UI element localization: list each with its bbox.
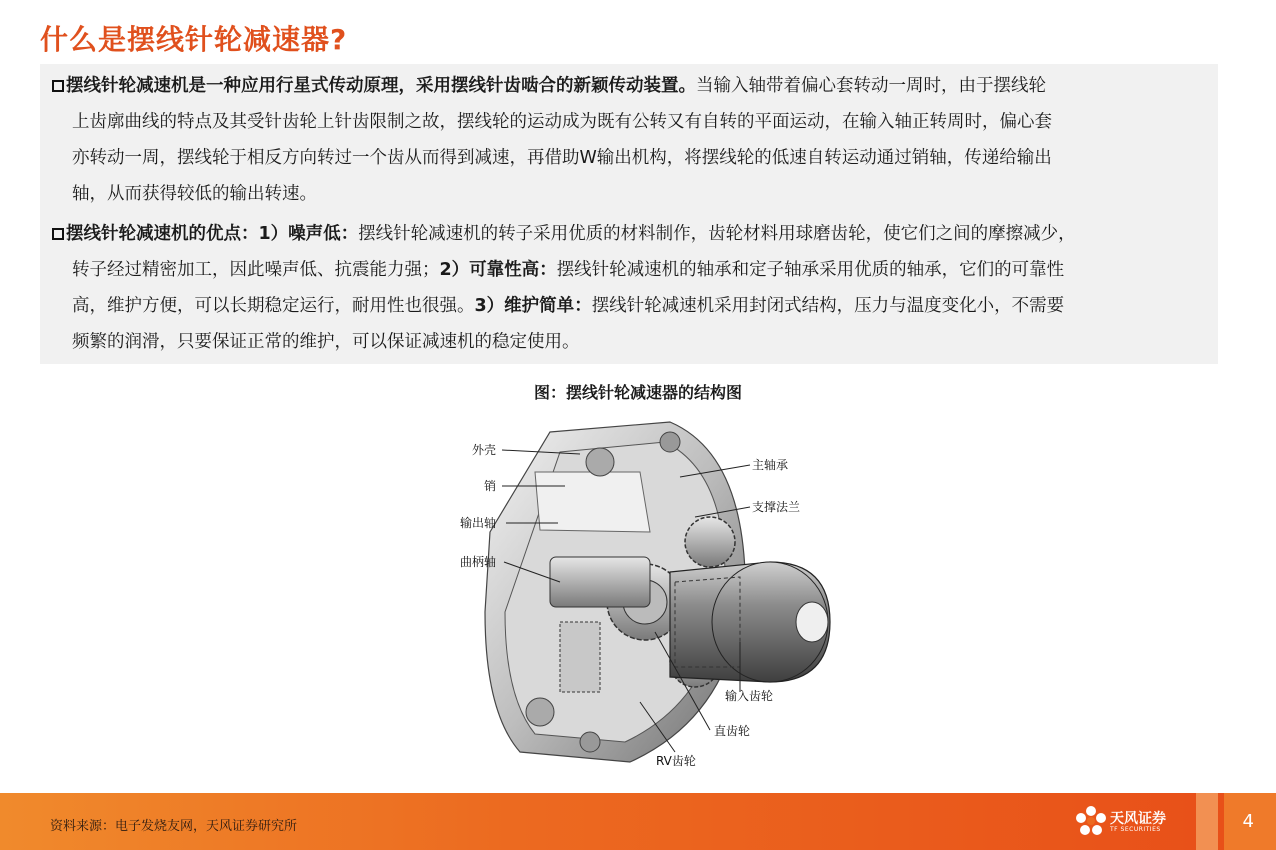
intro-paragraph: [52, 68, 1210, 212]
label-pin: 销: [484, 479, 497, 493]
label-spur-gear: 直齿轮: [714, 724, 751, 738]
advantage-3-text: 摆线针轮减速机采用封闭式结构，压力与温度变化小，不需要: [591, 296, 1065, 316]
flower-logo-icon: [1076, 805, 1106, 839]
square-bullet-icon: [52, 228, 64, 240]
reducer-diagram: [440, 412, 840, 772]
intro-line-1: 当输入轴带着偏心套转动一周时，由于摆线轮: [696, 76, 1046, 96]
label-main-bearing: 主轴承: [752, 458, 789, 472]
footer-bar: [0, 793, 1276, 850]
label-rv-gear: RV齿轮: [656, 754, 696, 768]
input-shaft-shape: [670, 562, 830, 682]
reducer-structure-figure: [440, 412, 840, 772]
logo-text: 天风证券: [1110, 811, 1166, 827]
logo-subtext: TF SECURITIES: [1110, 826, 1161, 833]
advantages-line-3: 高，维护方便，可以长期稳定运行，耐用性也很强。: [72, 296, 475, 316]
label-input-gear: 输入齿轮: [725, 689, 774, 703]
advantages-paragraph: 摆线针轮减速机的优点：1）噪声低：摆线针轮减速机的转子采用优质的材料制作，齿轮材料用球磨齿轮，使它们之间的摩擦减少， 转子经过精密加工，因此噪声低、抗震能力强；2）可靠性高：摆线针轮减速机的轴承和定子轴承采用优质的轴承，它们的可靠性 高，维护方便，可以长期稳定运行，耐用性也很强。3）维护简单：摆线针轮减速机采用封闭式结构，压力与温度变化小，不需要 频繁的润滑，只要保证正常的维护，可以保证减速机的稳定使用。: [52, 216, 1210, 360]
company-logo: [1076, 805, 1176, 839]
intro-lead: 摆线针轮减速机是一种应用行星式传动原理，采用摆线针齿啮合的新颖传动装置。: [66, 76, 696, 96]
advantage-3-label: 3）维护简单: [474, 296, 575, 316]
intro-line-2: 上齿廓曲线的特点及其受针齿轮上针齿限制之故，摆线轮的运动成为既有公转又有自转的平面运动，在输入轴正转周时，偏心套: [72, 112, 1052, 132]
label-support-flange: 支撑法兰: [752, 500, 801, 514]
advantage-1-label: 1）噪声低: [258, 224, 341, 244]
page-title: 什么是摆线针轮减速器?: [40, 23, 348, 56]
advantages-lead: 摆线针轮减速机的优点：: [66, 224, 259, 244]
advantage-1-text: 摆线针轮减速机的转子采用优质的材料制作，齿轮材料用球磨齿轮，使它们之间的摩擦减少，: [358, 224, 1076, 244]
figure-caption: 图：摆线针轮减速器的结构图: [533, 383, 742, 402]
page-number: 4: [1242, 811, 1254, 832]
square-bullet-icon: [52, 80, 64, 92]
advantages-line-2: 转子经过精密加工，因此噪声低、抗震能力强；: [72, 260, 440, 280]
intro-line-4: 轴，从而获得较低的输出转速。: [72, 184, 317, 204]
advantage-2-label: 2）可靠性高: [439, 260, 540, 280]
advantages-line-4: 频繁的润滑，只要保证正常的维护，可以保证减速机的稳定使用。: [72, 332, 580, 352]
label-output-shaft: 输出轴: [460, 516, 497, 530]
label-outer-shell: 外壳: [472, 443, 497, 457]
source-note: 资料来源：电子发烧友网，天风证券研究所: [50, 819, 298, 834]
advantage-2-text: 摆线针轮减速机的轴承和定子轴承采用优质的轴承，它们的可靠性: [556, 260, 1065, 280]
intro-line-3: 亦转动一周，摆线轮于相反方向转过一个齿从而得到减速，再借助W输出机构，将摆线轮的低速自转运动通过销轴，传递给输出: [72, 148, 1052, 168]
text-panel: [40, 64, 1218, 364]
label-crankshaft: 曲柄轴: [460, 555, 497, 569]
